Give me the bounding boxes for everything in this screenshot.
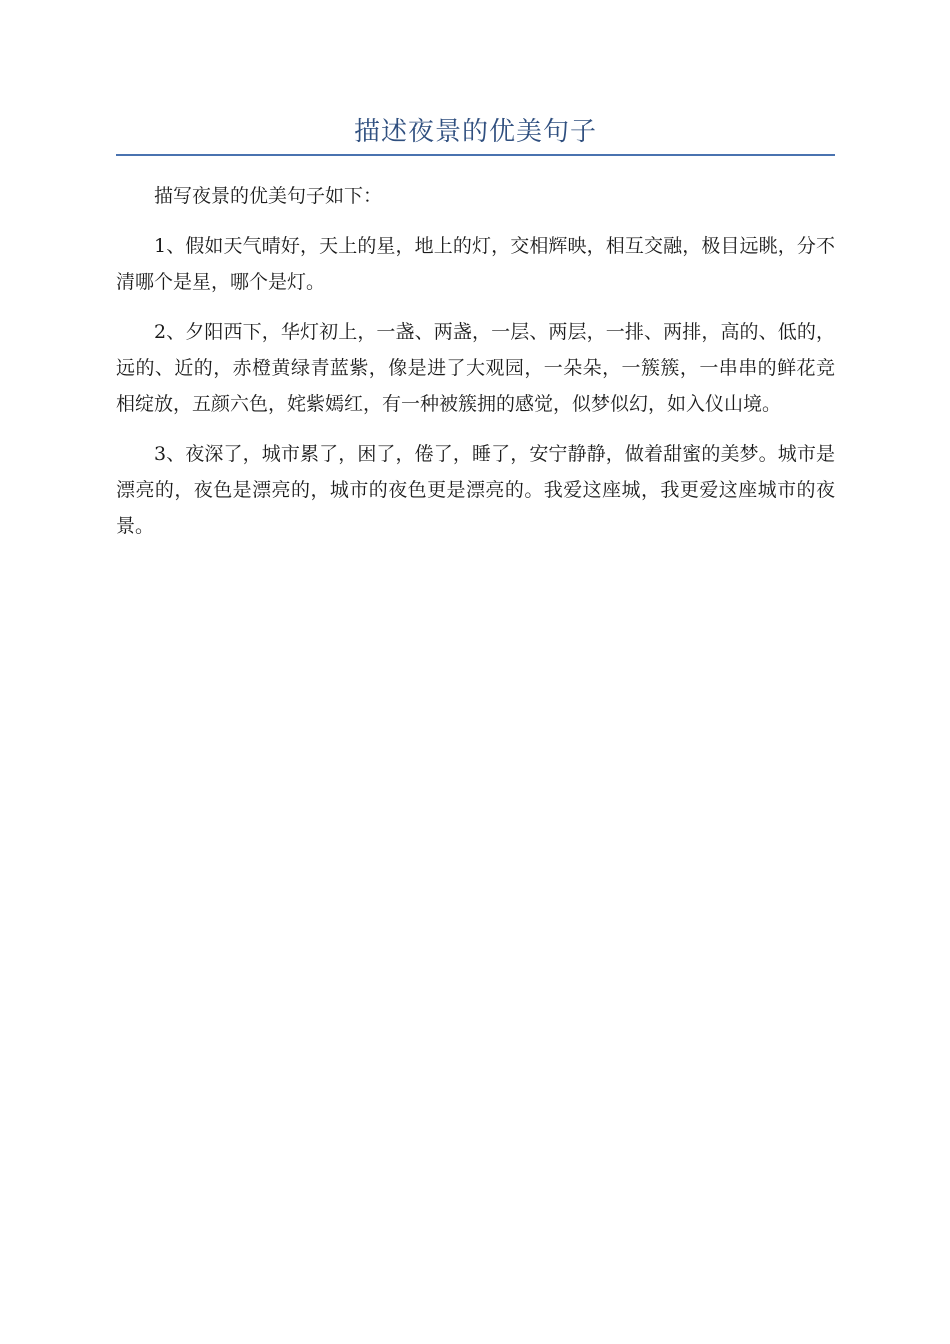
paragraph-2: 2、夕阳西下，华灯初上，一盏、两盏，一层、两层，一排、两排，高的、低的，远的、近的，赤橙黄绿青蓝紫，像是进了大观园，一朵朵，一簇簇，一串串的鲜花竞相绽放，五颜六色，姹紫嫣红，有一种被簇拥的感觉，似梦似幻，如入仪山境。 — [116, 321, 835, 415]
title-underline — [116, 154, 835, 156]
paragraph-3: 3、夜深了，城市累了，困了，倦了，睡了，安宁静静，做着甜蜜的美梦。城市是漂亮的，夜色是漂亮的，城市的夜色更是漂亮的。我爱这座城，我更爱这座城市的夜景。 — [116, 443, 835, 537]
document-title: 描述夜景的优美句子 — [353, 117, 597, 147]
document-body — [116, 178, 835, 558]
paragraph-1: 1、假如天气晴好，天上的星，地上的灯，交相辉映，相互交融，极目远眺，分不清哪个是星，哪个是灯。 — [116, 235, 835, 293]
intro-paragraph: 描写夜景的优美句子如下： — [154, 185, 383, 207]
